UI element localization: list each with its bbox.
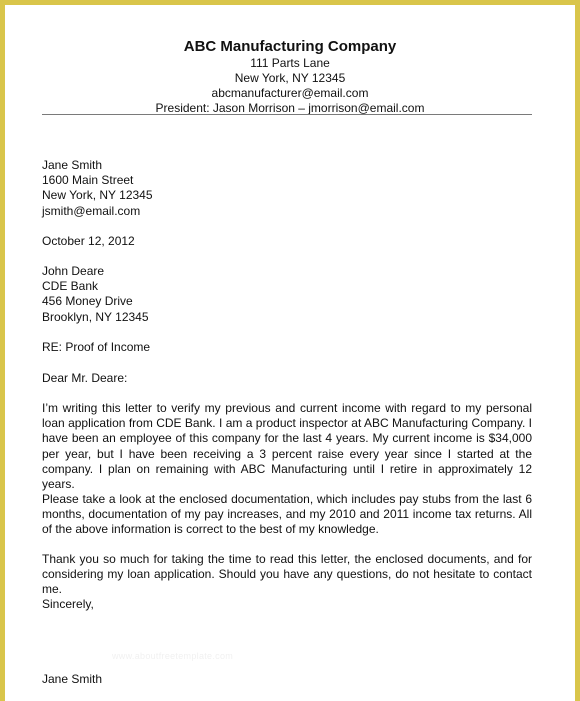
- closing: Sincerely,: [42, 597, 94, 611]
- sender-email: jsmith@email.com: [42, 203, 141, 218]
- paragraph-text: I’m writing this letter to verify my previous and current income with regard to my personal loan application from CDE Bank. I am a product inspector at ABC Manufacturing Company. I have been an employee of this company for the last 4 years. My current income is $34,000 per year, but I have been receiving a 3 percent raise every year since I started at the company. I plan on remaining with ABC Manufacturing until I retire in approximately 12 years.: [42, 401, 532, 492]
- recipient-bank: CDE Bank: [42, 279, 99, 294]
- salutation: Dear Mr. Deare:: [42, 371, 128, 385]
- letterhead: [5, 38, 575, 116]
- recipient-city-state: Brooklyn, NY 12345: [42, 309, 149, 324]
- recipient-street: 456 Money Drive: [42, 294, 133, 309]
- letter-date: October 12, 2012: [42, 234, 135, 248]
- subject-line: RE: Proof of Income: [42, 340, 151, 354]
- paragraph-text: Thank you so much for taking the time to read this letter, the enclosed documents, and for considering my loan application. Should you have any questions, do not hesitate to contact me.: [42, 552, 532, 597]
- company-address-line2: New York, NY 12345: [234, 71, 346, 85]
- letter-page: [5, 5, 575, 701]
- body-paragraph-2: [42, 492, 532, 538]
- signature-name: Jane Smith: [42, 672, 103, 686]
- company-email: abcmanufacturer@email.com: [211, 86, 369, 100]
- watermark: www.aboutfreetemplate.com: [112, 651, 234, 661]
- recipient-address: [42, 264, 532, 325]
- sender-address: [42, 158, 532, 219]
- sender-city-state: New York, NY 12345: [42, 188, 153, 203]
- company-president: President: Jason Morrison – jmorrison@email.com: [155, 101, 425, 115]
- company-name: ABC Manufacturing Company: [183, 38, 397, 55]
- paragraph-text: Please take a look at the enclosed documentation, which includes pay stubs from the last 6 months, documentation of my pay increases, and my 2010 and 2011 income tax returns. All of the above information is correct to the best of my knowledge.: [42, 492, 532, 537]
- company-address-line1: 111 Parts Lane: [250, 56, 330, 70]
- letterhead-divider: [42, 114, 532, 115]
- recipient-name: John Deare: [42, 264, 105, 278]
- body-paragraph-1: [42, 401, 532, 492]
- sender-street: 1600 Main Street: [42, 173, 134, 188]
- body-paragraph-3: [42, 552, 532, 598]
- sender-name: Jane Smith: [42, 158, 103, 172]
